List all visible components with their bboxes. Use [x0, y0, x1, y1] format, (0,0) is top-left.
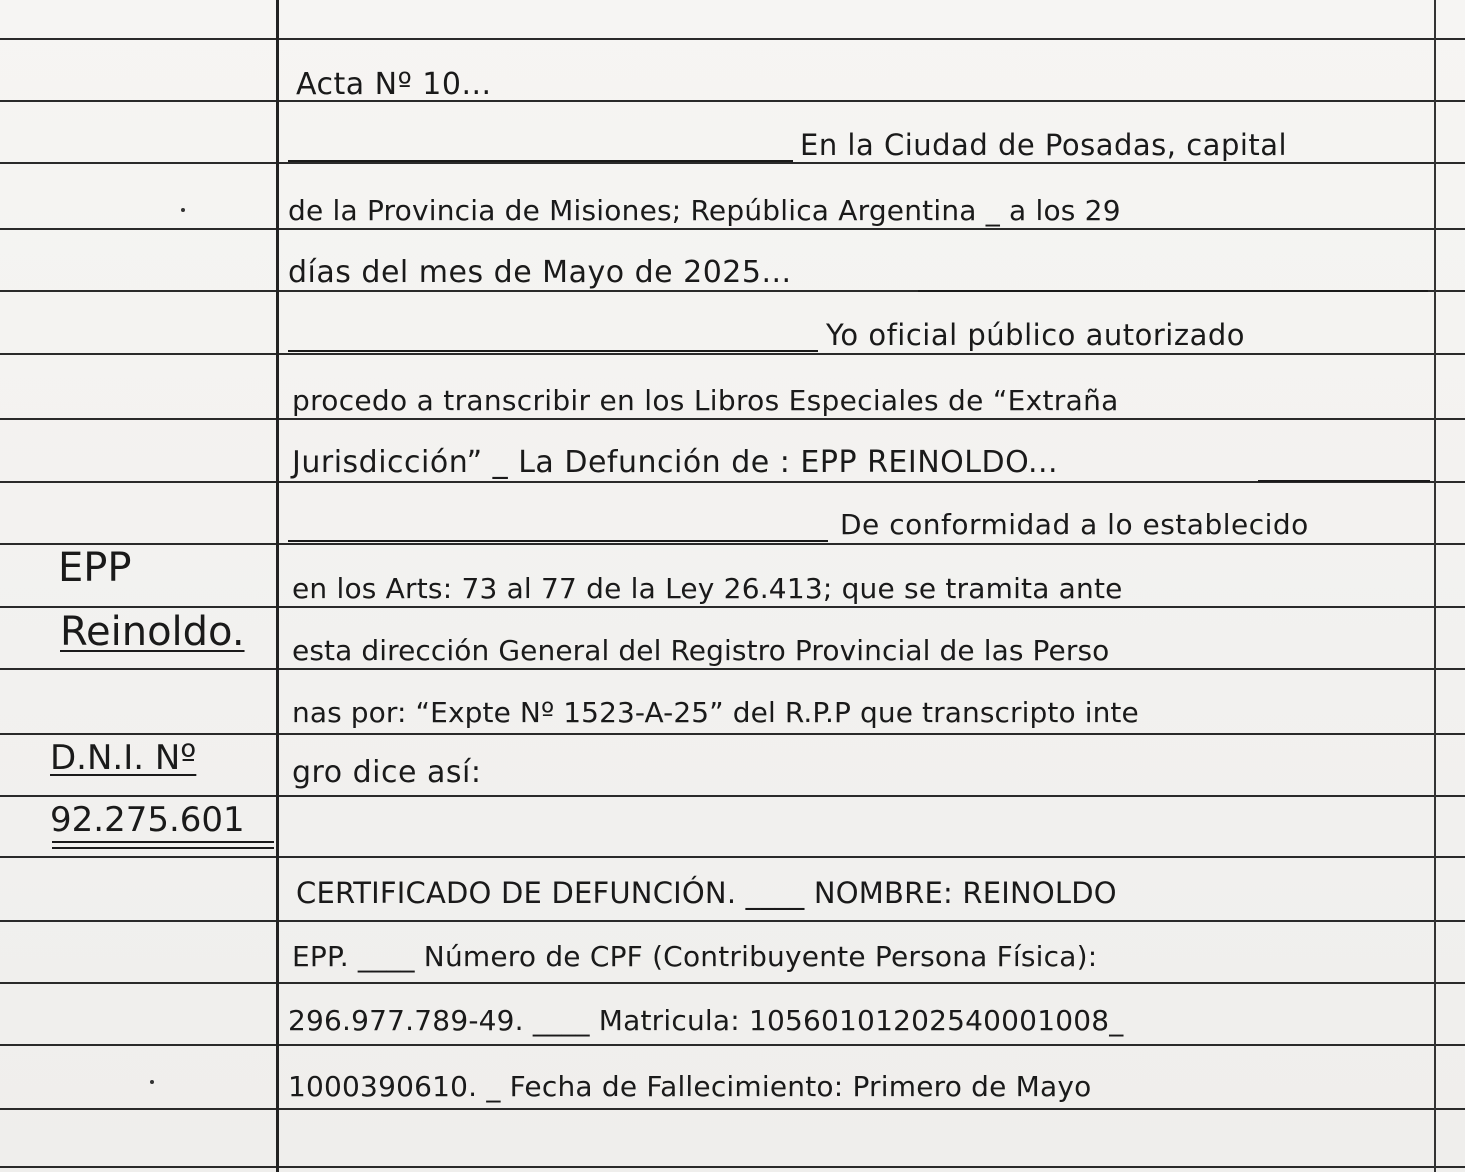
- ruled-line: [0, 668, 1465, 670]
- margin-dni-label: D.N.I. Nº: [50, 738, 197, 778]
- acta-line-2: de la Provincia de Misiones; República Argentina _ a los 29: [288, 194, 1121, 227]
- acta-line-7: De conformidad a lo establecido: [840, 508, 1309, 541]
- ruled-line: [0, 228, 1465, 230]
- ruled-line: [0, 733, 1465, 735]
- margin-name-line2: Reinoldo.: [60, 609, 245, 655]
- ruled-line: [0, 38, 1465, 40]
- ruled-line: [0, 353, 1465, 355]
- margin-name-line1: EPP: [58, 545, 132, 591]
- ruled-line: [0, 418, 1465, 420]
- margin-line: [276, 0, 279, 1172]
- fill-line: [1258, 480, 1430, 482]
- ruled-line: [0, 1108, 1465, 1110]
- ruled-line: [0, 856, 1465, 858]
- margin-dni-number: 92.275.601: [50, 800, 245, 840]
- acta-line-9: esta dirección General del Registro Provincial de las Perso: [292, 634, 1110, 667]
- acta-line-1: En la Ciudad de Posadas, capital: [800, 128, 1288, 162]
- certificate-line-4: 1000390610. _ Fecha de Fallecimiento: Primero de Mayo: [288, 1070, 1092, 1103]
- fill-line: [288, 540, 828, 542]
- fill-line: [288, 350, 818, 352]
- ruled-line: [0, 481, 1465, 483]
- page-dot: [150, 1080, 154, 1084]
- fill-line: [918, 290, 1428, 292]
- ruled-line: [0, 982, 1465, 984]
- ruled-line: [0, 795, 1465, 797]
- page-dot: [181, 208, 185, 212]
- fill-line: [288, 160, 793, 162]
- ruled-line: [0, 920, 1465, 922]
- certificate-line-2: EPP. ____ Número de CPF (Contribuyente Persona Física):: [292, 940, 1098, 973]
- acta-line-8: en los Arts: 73 al 77 de la Ley 26.413; que se tramita ante: [292, 572, 1123, 605]
- ruled-line: [0, 543, 1465, 545]
- ruled-line: [0, 100, 1465, 102]
- dni-double-underline: [52, 841, 274, 843]
- acta-line-11: gro dice así:: [292, 755, 482, 790]
- acta-line-4: Yo oficial público autorizado: [826, 318, 1245, 352]
- dni-double-underline: [52, 847, 274, 849]
- acta-line-10: nas por: “Expte Nº 1523-A-25” del R.P.P que transcripto inte: [292, 696, 1139, 729]
- ruled-line: [0, 162, 1465, 164]
- acta-title: Acta Nº 10...: [296, 67, 492, 102]
- ruled-line: [0, 1044, 1465, 1046]
- acta-line-6: Jurisdicción” _ La Defunción de : EPP REINOLDO...: [292, 445, 1059, 480]
- ruled-line: [0, 606, 1465, 608]
- acta-line-3: días del mes de Mayo de 2025...: [288, 255, 792, 290]
- right-margin-line: [1434, 0, 1436, 1172]
- acta-line-5: procedo a transcribir en los Libros Especiales de “Extraña: [292, 384, 1119, 417]
- certificate-line-1: CERTIFICADO DE DEFUNCIÓN. ____ NOMBRE: REINOLDO: [296, 876, 1117, 910]
- certificate-line-3: 296.977.789-49. ____ Matricula: 10560101202540001008_: [288, 1004, 1124, 1037]
- ruled-line: [0, 1166, 1465, 1168]
